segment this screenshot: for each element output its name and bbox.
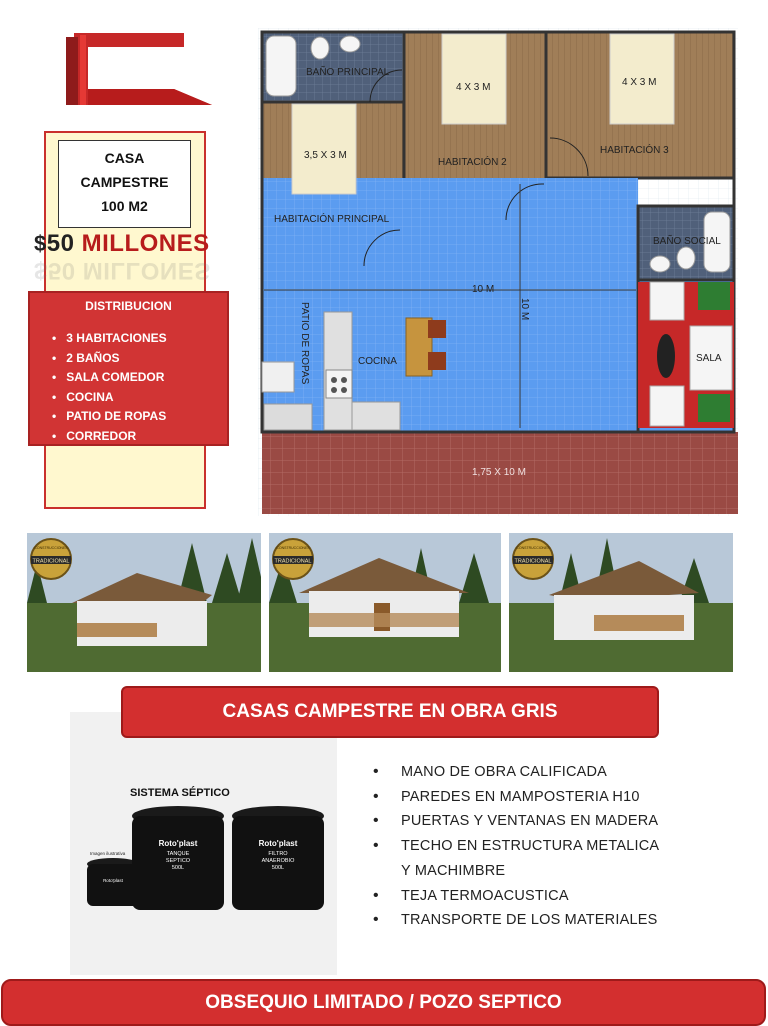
badge-2-top: CONSTRUCCIONES: [276, 546, 310, 550]
label-hab2-size: 4 X 3 M: [456, 82, 491, 93]
label-habitacion-2: HABITACIÓN 2: [438, 157, 507, 168]
floor-plan: [258, 28, 738, 516]
distribution-item: • SALA COMEDOR: [52, 368, 167, 388]
house-render-3: [509, 533, 733, 672]
feature-item: • TEJA TERMOACUSTICA: [373, 884, 673, 909]
house-title: [58, 140, 191, 228]
label-dim-vertical: 10 M: [519, 298, 530, 321]
house-render-1: [27, 533, 261, 672]
label-hab3-size: 4 X 3 M: [622, 77, 657, 88]
septic-system-image: [70, 712, 337, 975]
title-line-3: 100 M2: [101, 198, 148, 214]
features-list: [373, 760, 673, 933]
tank2-line3: 500L: [271, 865, 285, 871]
feature-item: • TECHO EN ESTRUCTURA METALICA: [373, 834, 673, 859]
distribution-item: • COCINA: [52, 388, 167, 408]
badge-3-text: TRADICIONAL: [514, 558, 552, 565]
price-reflection: [34, 256, 211, 284]
small-tank-brand: Roto'plast: [103, 878, 123, 883]
tank1-line2: SEPTICO: [165, 858, 191, 864]
septic-small-caption: Imagen ilustrativa: [90, 851, 126, 856]
feature-item: • MANO DE OBRA CALIFICADA: [373, 760, 673, 785]
feature-item: • PAREDES EN MAMPOSTERIA H10: [373, 785, 673, 810]
price-reflection-number: 50: [47, 257, 76, 284]
price: [34, 230, 210, 258]
badge-1-text: TRADICIONAL: [32, 558, 70, 565]
label-patio-de-ropas: PATIO DE ROPAS: [299, 302, 310, 385]
tank1-brand: Roto'plast: [158, 839, 198, 848]
label-dim-horizontal: 10 M: [472, 284, 495, 295]
tank2-line1: FILTRO: [268, 851, 288, 857]
badge-3: [513, 539, 553, 579]
obsequio-banner: OBSEQUIO LIMITADO / POZO SEPTICO: [1, 979, 766, 1026]
house-render-2: [269, 533, 501, 672]
obra-gris-banner: CASAS CAMPESTRE EN OBRA GRIS: [121, 686, 659, 738]
label-hab-principal-size: 3,5 X 3 M: [304, 150, 347, 161]
tank1-line1: TANQUE: [166, 851, 190, 857]
feature-item: • PUERTAS Y VENTANAS EN MADERA: [373, 809, 673, 834]
price-symbol: $: [34, 231, 47, 256]
distribution-list: [52, 329, 167, 447]
feature-item: • TRANSPORTE DE LOS MATERIALES: [373, 908, 673, 933]
label-habitacion-3: HABITACIÓN 3: [600, 145, 669, 156]
distribution-item: • 3 HABITACIONES: [52, 329, 167, 349]
distribution-title: DISTRIBUCION: [85, 299, 172, 313]
title-line-1: CASA: [104, 150, 145, 166]
distribution-box: [28, 291, 229, 446]
price-reflection-word: MILLONES: [82, 257, 211, 284]
distribution-item: • 2 BAÑOS: [52, 349, 167, 369]
label-cocina: COCINA: [358, 356, 397, 367]
badge-2-text: TRADICIONAL: [274, 558, 312, 565]
label-habitacion-principal: HABITACIÓN PRINCIPAL: [274, 214, 390, 225]
label-corredor-size: 1,75 X 10 M: [472, 467, 526, 478]
badge-3-top: CONSTRUCCIONES: [516, 546, 550, 550]
badge-1: [31, 539, 71, 579]
label-bano-social: BAÑO SOCIAL: [653, 236, 721, 247]
tank2-line2: ANAEROBIO: [261, 858, 295, 864]
price-word: MILLONES: [81, 230, 210, 257]
price-number: 50: [46, 230, 75, 257]
distribution-item: • CORREDOR: [52, 427, 167, 447]
feature-item-continuation: Y MACHIMBRE: [401, 862, 506, 879]
label-bano-principal: BAÑO PRINCIPAL: [306, 67, 390, 78]
price-reflection-symbol: $: [34, 257, 48, 284]
tank2-brand: Roto'plast: [258, 839, 298, 848]
label-sala: SALA: [696, 353, 722, 364]
badge-2: [273, 539, 313, 579]
tank1-line3: 500L: [171, 865, 185, 871]
distribution-item: • PATIO DE ROPAS: [52, 407, 167, 427]
badge-1-top: CONSTRUCCIONES: [34, 546, 68, 550]
company-logo: [64, 33, 214, 109]
title-line-2: CAMPESTRE: [80, 174, 169, 190]
septic-title: SISTEMA SÉPTICO: [130, 787, 230, 799]
